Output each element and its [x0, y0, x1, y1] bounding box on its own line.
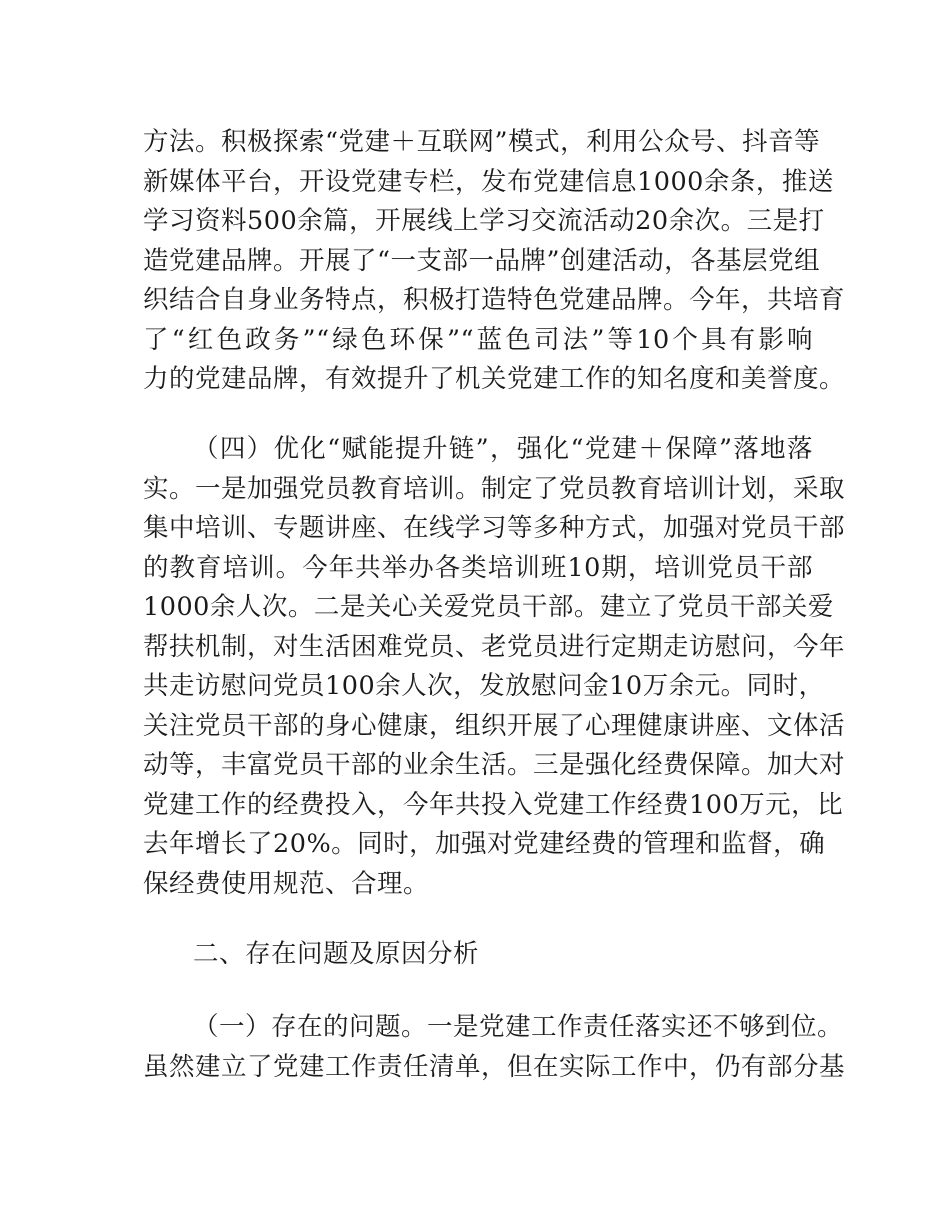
text-line: 的教育培训。今年共举办各类培训班10期，培训党员干部 — [143, 552, 813, 583]
text-line: 动等，丰富党员干部的业余生活。三是强化经费保障。加大对 — [143, 750, 846, 780]
text-line: 造党建品牌。开展了“一支部一品牌”创建活动，各基层党组 — [143, 245, 821, 276]
text-line: （四）优化“赋能提升链”，强化“党建＋保障”落地落 — [193, 434, 813, 464]
text-line: 1000余人次。二是关心关爱党员干部。建立了党员干部关爱 — [143, 592, 834, 622]
text-line: 实。一是加强党员教育培训。制定了党员教育培训计划，采取 — [143, 473, 846, 504]
text-line: 了“红色政务”“绿色环保”“蓝色司法”等10个具有影响 — [143, 324, 813, 355]
text-line: 学习资料500余篇，开展线上学习交流活动20余次。三是打 — [143, 206, 825, 236]
text-line: 力的党建品牌，有效提升了机关党建工作的知名度和美誉度。 — [143, 364, 846, 394]
paragraph-block-3 — [143, 1008, 846, 1087]
text-line: 关注党员干部的身心健康，组织开展了心理健康讲座、文体活 — [143, 710, 846, 741]
paragraph-block-1 — [143, 123, 846, 400]
section-heading: 二、存在问题及原因分析 — [193, 939, 480, 969]
text-line: 新媒体平台，开设党建专栏，发布党建信息1000余条，推送 — [143, 166, 834, 197]
text-line: 去年增长了20%。同时，加强对党建经费的管理和监督，确 — [143, 829, 826, 859]
text-line: （一）存在的问题。一是党建工作责任落实还不够到位。 — [193, 1012, 844, 1042]
text-line: 保经费使用规范、合理。 — [143, 868, 430, 899]
text-line: 党建工作的经费投入，今年共投入党建工作经费100万元，比 — [143, 789, 844, 820]
text-line: 共走访慰问党员100余人次，发放慰问金10万余元。同时， — [143, 671, 825, 701]
text-line: 方法。积极探索“党建＋互联网”模式，利用公众号、抖音等 — [143, 127, 821, 157]
section-heading-block — [143, 935, 813, 975]
text-line: 虽然建立了党建工作责任清单，但在实际工作中，仍有部分基 — [143, 1051, 846, 1082]
text-line: 帮扶机制，对生活困难党员、老党员进行定期走访慰问，今年 — [143, 631, 846, 662]
text-line: 织结合自身业务特点，积极打造特色党建品牌。今年，共培育 — [143, 285, 846, 315]
text-line: 集中培训、专题讲座、在线学习等多种方式，加强对党员干部 — [143, 513, 846, 543]
paragraph-block-2 — [143, 430, 846, 904]
